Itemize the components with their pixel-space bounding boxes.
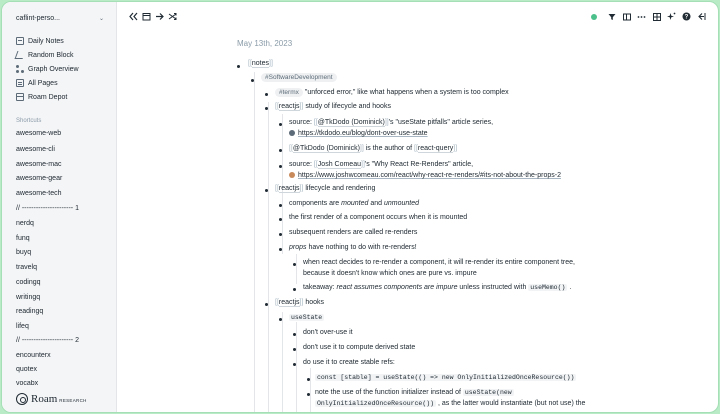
tag-termx[interactable]: #termx xyxy=(275,88,303,97)
shortcut-item[interactable]: awesome-tech xyxy=(16,190,62,197)
block-bullet[interactable] xyxy=(251,79,254,82)
sidebar-item-label: Roam Depot xyxy=(28,93,68,101)
shortcut-item[interactable]: readingq xyxy=(16,308,44,315)
block-bullet[interactable] xyxy=(307,378,310,381)
svg-text:?: ? xyxy=(684,14,689,21)
block-text: have nothing to do with re-renders! xyxy=(306,244,417,251)
graph-selector[interactable] xyxy=(16,13,104,23)
page-ref-reactjs[interactable]: reactjs xyxy=(278,103,300,110)
sparkle-icon[interactable] xyxy=(667,12,676,21)
app-window xyxy=(1,1,719,413)
block-dont-overuse[interactable]: don't over-use it xyxy=(303,329,353,336)
block-source-1-url-line[interactable] xyxy=(289,129,428,139)
block-reactjs-study[interactable]: [[reactjs]] study of lifecycle and hooks xyxy=(275,103,391,110)
block-note-line-1[interactable] xyxy=(315,388,514,398)
roam-logo-word: Roam xyxy=(31,393,58,405)
filter-icon[interactable] xyxy=(607,12,616,21)
sidebar-item-label: Random Block xyxy=(28,51,74,59)
block-text: is the author of xyxy=(363,145,414,152)
sync-status-icon xyxy=(591,14,597,20)
top-bar-right xyxy=(591,12,706,21)
block-do-use[interactable]: do use it to create stable refs: xyxy=(303,359,395,366)
block-reactjs-hooks[interactable]: [[reactjs]] hooks xyxy=(275,299,325,306)
block-bullet[interactable] xyxy=(279,248,282,251)
block-text-italic: props xyxy=(289,244,307,251)
sidebar-item-label: Graph Overview xyxy=(28,65,79,73)
block-bullet[interactable] xyxy=(265,189,268,192)
block-bullet[interactable] xyxy=(293,288,296,291)
block-tag[interactable] xyxy=(261,73,337,83)
help-icon[interactable] xyxy=(682,12,691,21)
sidebar-icon[interactable] xyxy=(622,12,631,21)
graph-name: caflint-perso... xyxy=(16,14,60,22)
shuffle-icon xyxy=(15,51,26,59)
sidebar-item-roam-depot[interactable] xyxy=(16,92,67,102)
block-dont-compute[interactable]: don't use it to compute derived state xyxy=(303,344,416,351)
shortcut-item[interactable]: funq xyxy=(16,235,30,242)
page-ref-reactjs[interactable]: reactjs xyxy=(278,299,300,306)
indent-guide xyxy=(254,72,255,413)
indent-guide xyxy=(296,322,297,413)
block-takeaway[interactable] xyxy=(303,283,571,293)
block-text-italic: unmounted xyxy=(383,200,420,207)
block-bullet[interactable] xyxy=(293,363,296,366)
block-source-1[interactable]: source: [[@TkDodo (Dominick)]]'s "useState pitfalls" article series, xyxy=(289,119,494,126)
block-text: source: xyxy=(289,119,314,126)
sidebar-item-all-pages[interactable] xyxy=(16,78,58,88)
block-text: source: xyxy=(289,161,314,168)
shortcut-item[interactable]: codingq xyxy=(16,279,41,286)
collapse-sidebar-icon[interactable] xyxy=(129,12,138,21)
block-bullet[interactable] xyxy=(293,333,296,336)
block-bullet[interactable] xyxy=(279,233,282,236)
indent-guide xyxy=(268,102,269,413)
shuffle-icon[interactable] xyxy=(168,12,177,21)
favicon-icon xyxy=(289,130,295,136)
block-text: components are xyxy=(289,200,342,207)
page-ref-josh-comeau[interactable]: Josh Comeau xyxy=(317,161,361,168)
shortcut-item[interactable]: // ---------------------- 1 xyxy=(16,205,79,212)
block-props[interactable] xyxy=(289,243,417,253)
shortcut-item[interactable]: awesome-mac xyxy=(16,161,62,168)
block-bullet[interactable] xyxy=(279,204,282,207)
favicon-icon xyxy=(289,172,295,178)
indent-guide xyxy=(296,254,297,284)
block-source-2-url-line[interactable] xyxy=(289,171,561,181)
shortcuts-heading: Shortcuts xyxy=(16,118,42,124)
block-bullet[interactable] xyxy=(279,218,282,221)
indent-guide xyxy=(310,368,311,413)
page-ref-notes[interactable]: notes xyxy=(251,60,270,67)
shortcut-item[interactable]: nerdq xyxy=(16,220,34,227)
block-text: 's "Why React Re-Renders" article, xyxy=(364,161,474,168)
shortcut-item[interactable]: // ---------------------- 2 xyxy=(16,337,79,344)
shortcut-item[interactable]: awesome-gear xyxy=(16,175,63,182)
sidebar-item-label: Daily Notes xyxy=(28,37,64,45)
block-text: 's "useState pitfalls" article series, xyxy=(388,119,494,126)
block-bullet[interactable] xyxy=(307,393,310,396)
graph-icon xyxy=(16,65,24,73)
block-text-italic: mounted xyxy=(341,200,369,207)
left-sidebar xyxy=(2,2,117,413)
block-termx[interactable] xyxy=(275,88,509,98)
pages-icon xyxy=(16,79,24,87)
block-note-line-2[interactable] xyxy=(315,399,585,409)
calendar-icon[interactable] xyxy=(142,12,151,21)
calendar-icon xyxy=(16,37,24,45)
sidebar-item-random-block[interactable] xyxy=(16,50,74,60)
indent-guide xyxy=(282,312,283,413)
block-text: . xyxy=(567,284,572,291)
block-author[interactable]: [[@TkDodo (Dominick)]] is the author of [[react-query]] xyxy=(289,145,458,152)
roam-logo-sub: RESEARCH xyxy=(59,398,87,403)
block-text-italic: react assumes components are impure xyxy=(336,284,458,291)
block-when-line-2[interactable]: because it doesn't know which ones are pure vs. impure xyxy=(303,270,477,277)
shortcut-item[interactable]: buyq xyxy=(16,249,32,256)
block-source-2[interactable]: source: [[Josh Comeau]]'s "Why React Re-Renders" article, xyxy=(289,161,474,168)
block-bullet[interactable] xyxy=(265,93,268,96)
block-bullet[interactable] xyxy=(279,165,282,168)
open-right-sidebar-icon[interactable] xyxy=(697,12,706,21)
roam-logo-mark xyxy=(16,393,28,405)
top-bar xyxy=(117,2,718,32)
shortcut-item[interactable]: travelq xyxy=(16,264,38,271)
table-icon[interactable] xyxy=(652,12,661,21)
block-text: note the use of the function initializer instead of xyxy=(315,389,463,396)
more-icon[interactable] xyxy=(637,12,646,21)
block-when-line-1[interactable]: when react decides to re-render a component, it will re-render its entire component tree, xyxy=(303,259,575,266)
inline-code: useState(new xyxy=(464,389,512,396)
block-text: study of lifecycle and hooks xyxy=(303,103,391,110)
tag-software-development[interactable]: #SoftwareDevelopment xyxy=(261,73,337,82)
block-components[interactable] xyxy=(289,199,419,209)
shortcut-item[interactable]: awesome-web xyxy=(16,130,62,137)
sidebar-item-label: All Pages xyxy=(28,79,58,87)
sidebar-item-graph-overview[interactable] xyxy=(16,64,79,74)
shortcut-item[interactable]: lifeq xyxy=(16,323,29,330)
block-text: and xyxy=(368,200,384,207)
block-bullet[interactable] xyxy=(293,263,296,266)
roam-logo xyxy=(16,393,87,405)
block-bullet[interactable] xyxy=(279,318,282,321)
depot-icon xyxy=(16,93,24,101)
block-text: unless instructed with xyxy=(457,284,529,291)
block-bullet[interactable] xyxy=(265,303,268,306)
block-bullet[interactable] xyxy=(279,149,282,152)
block-reactjs-lifecycle[interactable]: [[reactjs]] lifecycle and rendering xyxy=(275,185,376,192)
main-page xyxy=(117,32,718,412)
external-link[interactable]: https://www.joshwcomeau.com/react/why-react-re-renders/#its-not-about-the-props-2 xyxy=(298,172,561,179)
block-first-render[interactable]: the first render of a component occurs when it is mounted xyxy=(289,214,468,221)
shortcut-item[interactable]: encounterx xyxy=(16,352,51,359)
shortcut-item[interactable]: vocabx xyxy=(16,380,39,387)
inline-code: useMemo() xyxy=(530,284,566,291)
sidebar-item-daily-notes[interactable] xyxy=(16,36,64,46)
block-bullet[interactable] xyxy=(237,65,240,68)
page-ref-react-query[interactable]: react-query xyxy=(417,145,454,152)
page-ref-tkdodo[interactable]: @TkDodo (Dominick) xyxy=(317,119,385,126)
shortcut-item[interactable]: quotex xyxy=(16,366,38,373)
inline-code: const [stable] = useState(() => new OnlyInitializedOnceResource()) xyxy=(317,374,575,381)
inline-code: OnlyInitializedOnceResource()) xyxy=(317,400,435,407)
block-subsequent[interactable]: subsequent renders are called re-renders xyxy=(289,229,418,236)
block-bullet[interactable] xyxy=(279,123,282,126)
block-notes[interactable]: [[notes]] xyxy=(248,60,273,67)
block-text: hooks xyxy=(303,299,325,306)
shortcut-item[interactable]: writingq xyxy=(16,294,41,301)
forward-icon[interactable] xyxy=(155,12,164,21)
page-ref-reactjs[interactable]: reactjs xyxy=(278,185,300,192)
block-text: takeaway: xyxy=(303,284,337,291)
block-text: "unforced error," like what happens when a system is too complex xyxy=(304,89,509,96)
block-bullet[interactable] xyxy=(265,107,268,110)
chevron-down-icon: ⌄ xyxy=(98,15,104,22)
top-bar-left xyxy=(129,12,177,21)
block-text: , as the latter would instantiate (but not use) the xyxy=(436,400,586,407)
block-bullet[interactable] xyxy=(293,348,296,351)
shortcut-item[interactable]: awesome-cli xyxy=(16,146,55,153)
block-text: lifecycle and rendering xyxy=(303,185,376,192)
block-code-const[interactable] xyxy=(315,373,576,383)
external-link[interactable]: https://tkdodo.eu/blog/dont-over-use-state xyxy=(298,130,428,137)
page-title[interactable]: May 13th, 2023 xyxy=(237,39,293,48)
inline-code: useState xyxy=(291,314,323,321)
block-usestate[interactable] xyxy=(289,313,324,323)
page-ref-tkdodo[interactable]: @TkDodo (Dominick) xyxy=(292,145,360,152)
